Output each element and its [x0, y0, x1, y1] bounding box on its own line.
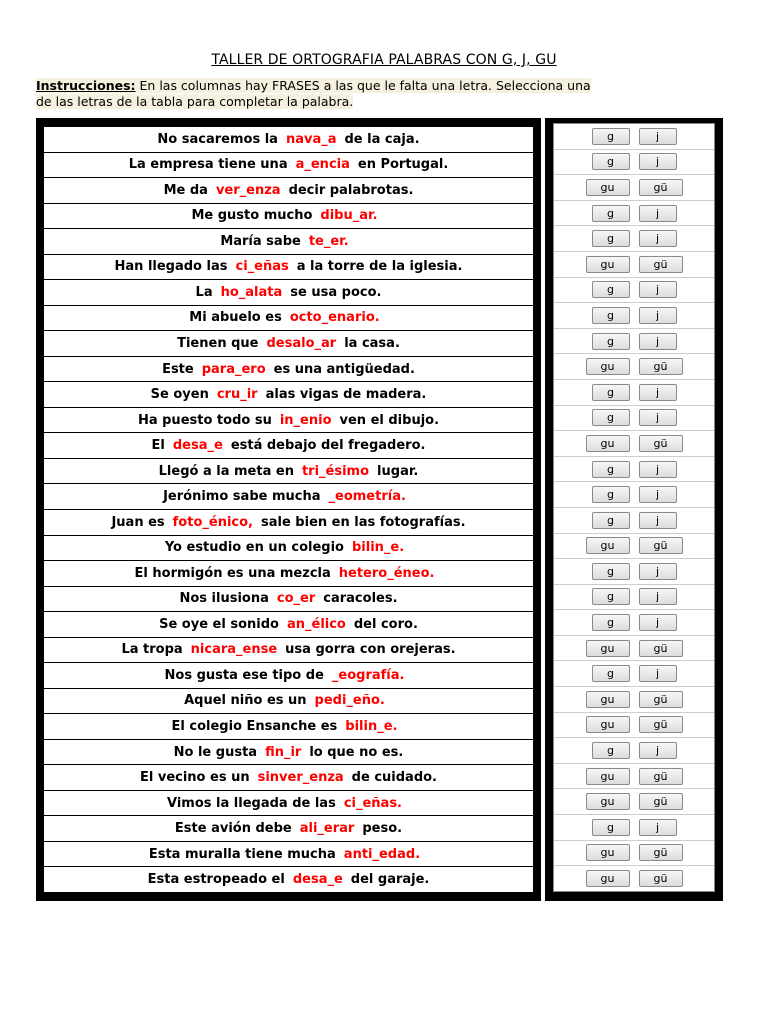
sentence-row — [44, 127, 533, 153]
option-button-first[interactable]: gu — [586, 179, 630, 196]
option-button-second[interactable]: j — [639, 563, 677, 580]
sentence-text-after: se usa poco. — [290, 284, 382, 300]
option-button-second[interactable]: j — [639, 819, 677, 836]
option-button-second[interactable]: gü — [639, 716, 683, 733]
option-button-first[interactable]: gu — [586, 256, 630, 273]
sentence-text-before: María sabe — [220, 233, 301, 249]
option-row — [554, 431, 714, 457]
option-button-second[interactable]: gü — [639, 256, 683, 273]
option-row — [554, 687, 714, 713]
option-row — [554, 482, 714, 508]
option-button-first[interactable]: gu — [586, 716, 630, 733]
option-button-first[interactable]: g — [592, 153, 630, 170]
option-button-first[interactable]: g — [592, 665, 630, 682]
option-row — [554, 303, 714, 329]
sentence-row — [44, 306, 533, 332]
sentence-text-after: lugar. — [377, 463, 419, 479]
sentence-text-after: sale bien en las fotografías. — [261, 514, 466, 530]
option-button-first[interactable]: g — [592, 128, 630, 145]
sentence-text-before: La empresa tiene una — [128, 157, 288, 173]
option-row — [554, 380, 714, 406]
missing-letter-word: desalo_ar — [266, 336, 337, 352]
option-row — [554, 406, 714, 432]
sentence-row — [44, 510, 533, 536]
missing-letter-word: nicara_ense — [190, 642, 278, 658]
sentence-text-before: Mi abuelo es — [189, 310, 282, 326]
option-button-second[interactable]: j — [639, 512, 677, 529]
missing-letter-word: bilin_e. — [351, 540, 405, 556]
sentence-row — [44, 280, 533, 306]
option-row — [554, 508, 714, 534]
option-button-first[interactable]: gu — [586, 768, 630, 785]
option-row — [554, 789, 714, 815]
sentence-text-before: Se oye el sonido — [159, 616, 279, 632]
option-row — [554, 815, 714, 841]
option-row — [554, 457, 714, 483]
option-row — [554, 534, 714, 560]
sentence-text-before: Este — [162, 361, 194, 377]
sentence-text-after: del garaje. — [350, 872, 430, 888]
option-button-second[interactable]: j — [639, 307, 677, 324]
instructions-line2: de las letras de la tabla para completar la palabra. — [36, 94, 354, 109]
option-button-first[interactable]: g — [592, 512, 630, 529]
option-button-first[interactable]: g — [592, 333, 630, 350]
option-button-first[interactable]: g — [592, 281, 630, 298]
sentence-text-before: No le gusta — [173, 744, 258, 760]
sentence-text-after: en Portugal. — [357, 157, 449, 173]
sentence-row — [44, 229, 533, 255]
option-button-first[interactable]: g — [592, 563, 630, 580]
sentence-row — [44, 587, 533, 613]
option-button-second[interactable]: j — [639, 588, 677, 605]
option-button-first[interactable]: gu — [586, 358, 630, 375]
missing-letter-word: a_encia — [295, 157, 350, 173]
missing-letter-word: ver_enza — [215, 182, 281, 198]
option-button-first[interactable]: g — [592, 742, 630, 759]
sentence-text-after: decir palabrotas. — [288, 182, 414, 198]
option-button-first[interactable]: gu — [586, 793, 630, 810]
sentence-row — [44, 663, 533, 689]
sentence-text-after: lo que no es. — [309, 744, 404, 760]
option-button-second[interactable]: gü — [639, 179, 683, 196]
sentence-row — [44, 638, 533, 664]
missing-letter-word: bilin_e. — [345, 718, 398, 734]
sentence-row — [44, 612, 533, 638]
option-button-second[interactable]: j — [639, 409, 677, 426]
option-button-second[interactable]: j — [639, 665, 677, 682]
instructions-line1: En las columnas hay FRASES a las que le falta una letra. Selecciona una — [135, 78, 591, 93]
option-row — [554, 278, 714, 304]
option-button-second[interactable]: gü — [639, 768, 683, 785]
option-button-first[interactable]: gu — [586, 537, 630, 554]
sentence-text-before: Jerónimo sabe mucha — [163, 489, 321, 505]
sentence-text-before: La tropa — [121, 642, 183, 658]
option-button-second[interactable]: gü — [639, 844, 683, 861]
sentence-text-before: Aquel niño es un — [184, 693, 307, 709]
sentence-row — [44, 204, 533, 230]
option-row — [554, 764, 714, 790]
missing-letter-word: tri_ésimo — [301, 463, 370, 479]
option-button-first[interactable]: gu — [586, 435, 630, 452]
sentence-row — [44, 382, 533, 408]
sentence-text-after: caracoles. — [323, 591, 398, 607]
sentence-text-before: Se oyen — [150, 387, 209, 403]
sentence-row — [44, 867, 533, 892]
options-column — [553, 123, 715, 892]
option-button-first[interactable]: gu — [586, 844, 630, 861]
option-button-second[interactable]: gü — [639, 537, 683, 554]
option-button-second[interactable]: j — [639, 153, 677, 170]
option-button-first[interactable]: g — [592, 409, 630, 426]
option-row — [554, 124, 714, 150]
option-button-second[interactable]: gü — [639, 793, 683, 810]
option-button-first[interactable]: g — [592, 588, 630, 605]
sentence-text-after: ven el dibujo. — [339, 412, 440, 428]
sentence-text-before: Este avión debe — [174, 821, 292, 837]
option-button-first[interactable]: g — [592, 230, 630, 247]
missing-letter-word: _eometría. — [328, 489, 406, 505]
missing-letter-word: pedi_eño. — [314, 693, 385, 709]
option-button-second[interactable]: gü — [639, 358, 683, 375]
sentence-text-before: Yo estudio en un colegio — [164, 540, 344, 556]
sentence-text-before: Nos gusta ese tipo de — [164, 667, 324, 683]
sentence-text-before: Esta estropeado el — [147, 872, 285, 888]
sentence-text-after: está debajo del fregadero. — [230, 438, 426, 454]
missing-letter-word: fin_ir — [265, 744, 302, 760]
option-button-second[interactable]: j — [639, 281, 677, 298]
sentence-text-before: Ha puesto todo su — [137, 412, 272, 428]
sentence-row — [44, 433, 533, 459]
instructions-label: Instrucciones: — [36, 78, 136, 93]
option-button-second[interactable]: j — [639, 461, 677, 478]
option-button-first[interactable]: g — [592, 486, 630, 503]
option-button-second[interactable]: j — [639, 384, 677, 401]
option-button-second[interactable]: j — [639, 128, 677, 145]
options-frame — [545, 118, 723, 901]
option-button-first[interactable]: gu — [586, 691, 630, 708]
missing-letter-word: para_ero — [201, 361, 266, 377]
option-button-first[interactable]: gu — [586, 640, 630, 657]
missing-letter-word: ali_erar — [299, 821, 355, 837]
sentence-text-after: a la torre de la iglesia. — [296, 259, 463, 275]
option-row — [554, 636, 714, 662]
sentence-row — [44, 484, 533, 510]
sentence-row — [44, 791, 533, 817]
sentences-column — [44, 127, 533, 892]
missing-letter-word: anti_edad. — [343, 846, 421, 862]
option-row — [554, 841, 714, 867]
option-row — [554, 559, 714, 585]
sentence-text-before: Me gusto mucho — [191, 208, 313, 224]
option-row — [554, 329, 714, 355]
sentence-text-after: usa gorra con orejeras. — [285, 642, 456, 658]
sentence-row — [44, 561, 533, 587]
missing-letter-word: co_er — [276, 591, 316, 607]
option-button-second[interactable]: gü — [639, 870, 683, 887]
option-row — [554, 175, 714, 201]
option-button-first[interactable]: gu — [586, 870, 630, 887]
option-button-first[interactable]: g — [592, 205, 630, 222]
option-button-first[interactable]: g — [592, 307, 630, 324]
sentence-row — [44, 689, 533, 715]
sentence-row — [44, 408, 533, 434]
sentence-text-after: peso. — [362, 821, 403, 837]
sentence-text-before: Nos ilusiona — [179, 591, 269, 607]
option-row — [554, 866, 714, 891]
sentence-text-before: El colegio Ensanche es — [171, 718, 338, 734]
missing-letter-word: nava_a — [285, 131, 337, 147]
option-button-second[interactable]: gü — [639, 691, 683, 708]
sentence-row — [44, 255, 533, 281]
option-row — [554, 661, 714, 687]
sentence-text-after: la casa. — [344, 336, 400, 352]
option-row — [554, 713, 714, 739]
missing-letter-word: cru_ir — [216, 387, 258, 403]
option-button-second[interactable]: j — [639, 230, 677, 247]
sentence-row — [44, 178, 533, 204]
sentence-row — [44, 536, 533, 562]
sentence-text-after: de la caja. — [344, 131, 420, 147]
sentence-text-before: No sacaremos la — [157, 131, 278, 147]
sentence-row — [44, 740, 533, 766]
sentence-text-before: El vecino es un — [139, 770, 250, 786]
missing-letter-word: desa_e — [172, 438, 223, 454]
option-row — [554, 610, 714, 636]
option-button-second[interactable]: j — [639, 614, 677, 631]
missing-letter-word: ci_eñas. — [343, 795, 402, 811]
option-button-first[interactable]: g — [592, 461, 630, 478]
sentence-text-before: Me da — [163, 182, 208, 198]
missing-letter-word: ho_alata — [220, 284, 283, 300]
missing-letter-word: octo_enario. — [289, 310, 380, 326]
option-button-first[interactable]: g — [592, 384, 630, 401]
sentence-row — [44, 765, 533, 791]
sentence-text-before: Juan es — [111, 514, 165, 530]
missing-letter-word: _eografía. — [331, 667, 405, 683]
sentence-row — [44, 842, 533, 868]
missing-letter-word: an_élico — [286, 616, 346, 632]
sentence-text-before: La — [195, 284, 213, 300]
sentence-text-before: Llegó a la meta en — [158, 463, 294, 479]
option-button-second[interactable]: gü — [639, 640, 683, 657]
option-button-second[interactable]: j — [639, 486, 677, 503]
sentence-text-before: Esta muralla tiene mucha — [148, 846, 336, 862]
sentence-row — [44, 459, 533, 485]
option-button-first[interactable]: g — [592, 614, 630, 631]
sentence-row — [44, 714, 533, 740]
sentence-text-after: es una antigüedad. — [273, 361, 415, 377]
missing-letter-word: ci_eñas — [235, 259, 289, 275]
sentence-text-before: Vimos la llegada de las — [167, 795, 336, 811]
missing-letter-word: in_enio — [279, 412, 332, 428]
missing-letter-word: desa_e — [292, 872, 343, 888]
missing-letter-word: te_er. — [308, 233, 349, 249]
sentence-text-before: El hormigón es una mezcla — [134, 565, 331, 581]
option-button-second[interactable]: j — [639, 742, 677, 759]
option-row — [554, 252, 714, 278]
option-row — [554, 585, 714, 611]
sentence-text-after: alas vigas de madera. — [265, 387, 427, 403]
missing-letter-word: hetero_éneo. — [338, 565, 435, 581]
missing-letter-word: sinver_enza — [257, 770, 344, 786]
option-button-second[interactable]: gü — [639, 435, 683, 452]
sentence-row — [44, 357, 533, 383]
option-row — [554, 201, 714, 227]
page-title: TALLER DE ORTOGRAFIA PALABRAS CON G, J, GU — [211, 52, 557, 68]
sentence-row — [44, 816, 533, 842]
sentence-text-after: de cuidado. — [351, 770, 437, 786]
option-row — [554, 738, 714, 764]
sentences-frame — [36, 118, 541, 901]
option-button-second[interactable]: j — [639, 205, 677, 222]
sentence-text-before: El — [151, 438, 165, 454]
missing-letter-word: dibu_ar. — [320, 208, 378, 224]
sentence-text-after: del coro. — [353, 616, 418, 632]
option-row — [554, 354, 714, 380]
missing-letter-word: foto_énico, — [172, 514, 253, 530]
sentence-text-before: Han llegado las — [114, 259, 228, 275]
option-row — [554, 150, 714, 176]
sentence-row — [44, 331, 533, 357]
instructions — [36, 78, 716, 110]
option-button-second[interactable]: j — [639, 333, 677, 350]
sentence-text-before: Tienen que — [177, 336, 259, 352]
option-row — [554, 226, 714, 252]
sentence-row — [44, 153, 533, 179]
option-button-first[interactable]: g — [592, 819, 630, 836]
